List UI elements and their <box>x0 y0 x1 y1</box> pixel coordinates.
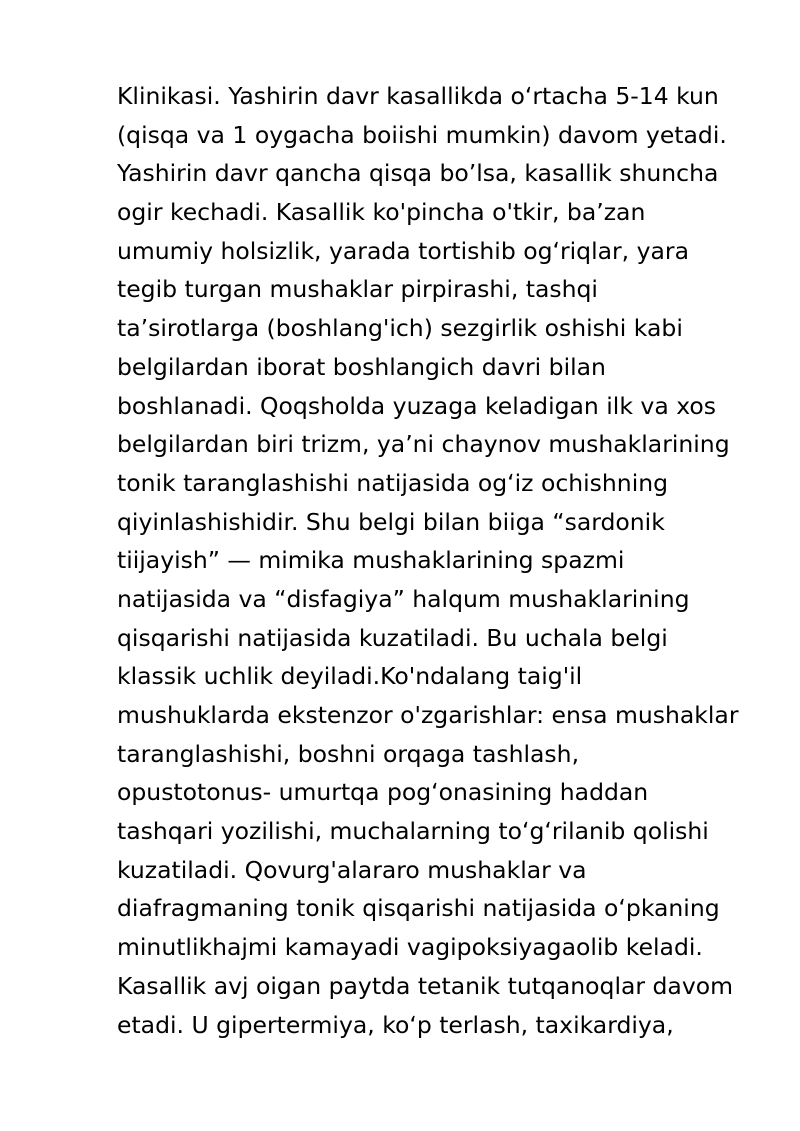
text-line-3: Yashirin davr qancha qisqa bo’lsa, kasallik shuncha <box>117 159 719 188</box>
text-line-20: tashqari yozilishi, muchalarning toʻgʻrilanib qolishi <box>117 817 709 846</box>
text-line-21: kuzatiladi. Qovurg'alararo mushaklar va <box>117 855 587 884</box>
text-line-18: taranglashishi, boshni orqaga tashlash, <box>117 739 580 768</box>
text-line-13: tiijayish” — mimika mushaklarining spazmi <box>117 546 625 575</box>
text-line-15: qisqarishi natijasida kuzatiladi. Bu uchala belgi <box>117 623 668 652</box>
text-line-11: tonik taranglashishi natijasida ogʻiz ochishning <box>117 468 669 497</box>
text-line-14: natijasida va “disfagiya” halqum mushaklarining <box>117 584 690 613</box>
text-line-10: belgilardan biri trizm, ya’ni chaynov mushaklarining <box>117 430 730 459</box>
text-line-5: umumiy holsizlik, yarada tortishib ogʻriqlar, yara <box>117 236 689 265</box>
text-line-16: klassik uchlik deyiladi.Ko'ndalang taig'il <box>117 662 583 691</box>
text-line-2: (qisqa va 1 oygacha boiishi mumkin) davom yetadi. <box>117 120 727 149</box>
text-line-6: tegib turgan mushaklar pirpirashi, tashqi <box>117 275 598 304</box>
body-paragraph <box>117 77 757 1044</box>
text-line-17: mushuklarda ekstenzor o'zgarishlar: ensa mushaklar <box>117 701 739 729</box>
text-line-24: Kasallik avj oigan paytda tetanik tutqanoqlar davom <box>117 971 734 1000</box>
text-line-9: boshlanadi. Qoqsholda yuzaga keladigan ilk va xos <box>117 391 716 420</box>
text-line-23: minutlikhajmi kamayadi vagipoksiyagaolib keladi. <box>117 933 703 962</box>
text-line-25: etadi. U gipertermiya, koʻp terlash, taxikardiya, <box>117 1010 674 1039</box>
text-line-1: Klinikasi. Yashirin davr kasallikda oʻrtacha 5-14 kun <box>117 82 719 110</box>
text-line-8: belgilardan iborat boshlangich davri bilan <box>117 352 606 381</box>
text-line-7: ta’sirotlarga (boshlang'ich) sezgirlik oshishi kabi <box>117 314 683 343</box>
text-line-22: diafragmaning tonik qisqarishi natijasida oʻpkaning <box>117 894 720 923</box>
text-line-19: opustotonus- umurtqa pogʻonasining haddan <box>117 778 649 807</box>
text-line-12: qiyinlashishidir. Shu belgi bilan biiga “sardonik <box>117 507 665 536</box>
text-line-4: ogir kechadi. Kasallik ko'pincha o'tkir, ba’zan <box>117 198 646 227</box>
